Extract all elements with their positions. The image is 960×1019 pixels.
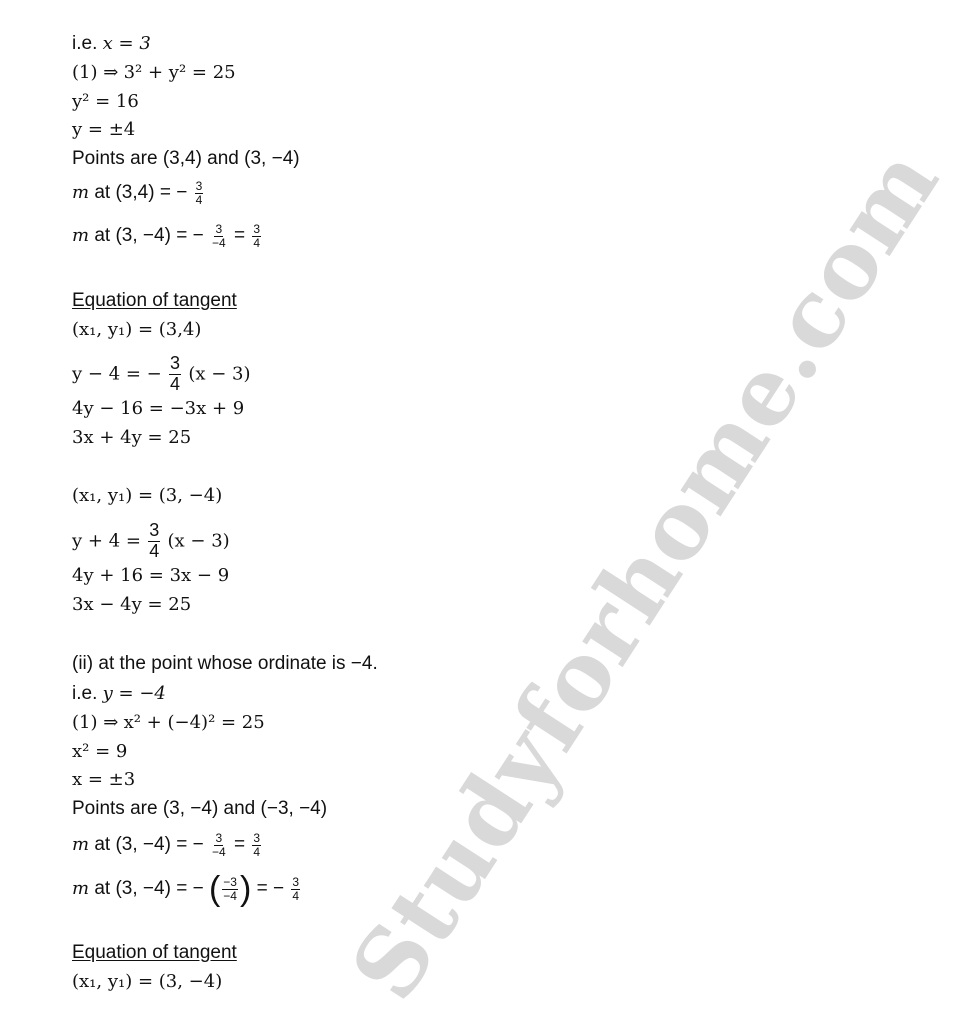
fraction-numerator: 3 (170, 353, 181, 373)
line-tangent-b-step (72, 564, 229, 588)
line-slope-4 (72, 870, 302, 909)
line-slope-3 (72, 832, 263, 858)
line-point-a (72, 318, 201, 342)
slope-fraction (211, 832, 227, 858)
fraction-numerator: 3 (292, 875, 300, 889)
tangent-step: 4y − 16 = −3x + 9 (72, 398, 245, 419)
line-slope-1 (72, 180, 205, 206)
fraction-denominator: −4 (211, 235, 226, 250)
watermark: Studyforhome.com (330, 129, 960, 1019)
line-points-2 (72, 797, 327, 821)
line-tangent-a (72, 354, 251, 395)
tangent-heading-1: Equation of tangent (72, 290, 237, 311)
ie-equation: y = −4 (102, 683, 166, 704)
point-equation: (x₁, y₁) = (3, −4) (72, 485, 223, 506)
substitute-prefix: (1) ⇒ (72, 712, 119, 733)
points-text: Points are (3,4) and (3, −4) (72, 148, 300, 169)
line-x-value (72, 768, 135, 792)
slope-at-text: at (3, −4) = − (94, 834, 204, 856)
line-substitute-2 (72, 711, 265, 735)
line-ie-x (72, 32, 151, 56)
tangent-fraction (169, 354, 181, 395)
point-equation: (x₁, y₁) = (3,4) (72, 319, 202, 340)
fraction-denominator: 4 (253, 235, 261, 250)
fraction-denominator: 4 (170, 373, 181, 394)
ie-label: i.e. (72, 33, 98, 54)
line-points-1 (72, 147, 300, 171)
slope-fraction (195, 180, 204, 206)
substitute-expression: x² + (−4)² = 25 (123, 712, 265, 733)
line-tangent-b-final (72, 593, 191, 617)
line-y-squared (72, 90, 139, 114)
line-x-squared (72, 740, 127, 764)
line-substitute-1 (72, 61, 236, 85)
fraction-numerator: 3 (253, 222, 261, 236)
point-equation: (x₁, y₁) = (3, −4) (72, 971, 223, 992)
tangent-lhs: y + 4 = (72, 530, 141, 552)
right-paren: ) (239, 870, 252, 909)
fraction-numerator: −3 (223, 875, 237, 889)
fraction-numerator: 3 (149, 520, 160, 540)
line-tangent-a-step (72, 397, 244, 421)
equals-sign: = (233, 834, 246, 856)
left-paren: ( (208, 870, 221, 909)
ie-equation: x = 3 (102, 33, 151, 54)
line-tangent-b (72, 521, 230, 562)
tangent-step: 4y + 16 = 3x − 9 (72, 565, 230, 586)
slope-fraction (211, 223, 227, 249)
tangent-lhs: y − 4 = − (72, 363, 162, 385)
slope-fraction-simplified (252, 832, 261, 858)
line-point-b (72, 484, 222, 508)
fraction-denominator: 4 (195, 192, 203, 207)
fraction-numerator: 3 (215, 222, 223, 236)
slope-at-text: at (3, −4) = − (94, 225, 204, 247)
line-ie-y (72, 682, 166, 706)
fraction-numerator: 3 (195, 179, 203, 193)
fraction-numerator: 3 (253, 831, 261, 845)
equals-sign: = (233, 225, 246, 247)
question-part-ii: (ii) at the point whose ordinate is −4. (72, 653, 378, 674)
slope-fraction-simplified (291, 876, 300, 902)
slope-at-text: at (3, −4) = − (94, 878, 204, 900)
y-squared-equation: y² = 16 (72, 91, 139, 112)
slope-symbol: m (72, 834, 90, 856)
slope-fraction (222, 876, 238, 902)
tangent-fraction (148, 521, 160, 562)
line-y-value (72, 118, 135, 142)
slope-symbol: m (72, 182, 90, 204)
tangent-final: 3x + 4y = 25 (72, 427, 192, 448)
fraction-denominator: 4 (292, 888, 300, 903)
substitute-prefix: (1) ⇒ (72, 62, 119, 83)
line-slope-2 (72, 223, 263, 249)
tangent-rhs: (x − 3) (188, 363, 251, 385)
line-point-c (72, 970, 222, 994)
fraction-numerator: 3 (215, 831, 223, 845)
fraction-denominator: −4 (223, 888, 237, 903)
ie-label: i.e. (72, 683, 98, 704)
tangent-final: 3x − 4y = 25 (72, 594, 192, 615)
slope-fraction-simplified (252, 223, 261, 249)
fraction-denominator: 4 (149, 540, 160, 561)
equals-sign: = − (256, 878, 285, 900)
y-value-equation: y = ±4 (72, 119, 136, 140)
points-text: Points are (3, −4) and (−3, −4) (72, 798, 328, 819)
tangent-heading-2: Equation of tangent (72, 942, 237, 963)
slope-symbol: m (72, 878, 90, 900)
tangent-rhs: (x − 3) (167, 530, 230, 552)
fraction-denominator: 4 (253, 844, 261, 859)
fraction-denominator: −4 (211, 844, 226, 859)
line-tangent-a-final (72, 426, 191, 450)
x-squared-equation: x² = 9 (72, 741, 128, 762)
substitute-expression: 3² + y² = 25 (123, 62, 236, 83)
slope-symbol: m (72, 225, 90, 247)
slope-at-text: at (3,4) = − (94, 182, 188, 204)
x-value-equation: x = ±3 (72, 769, 136, 790)
